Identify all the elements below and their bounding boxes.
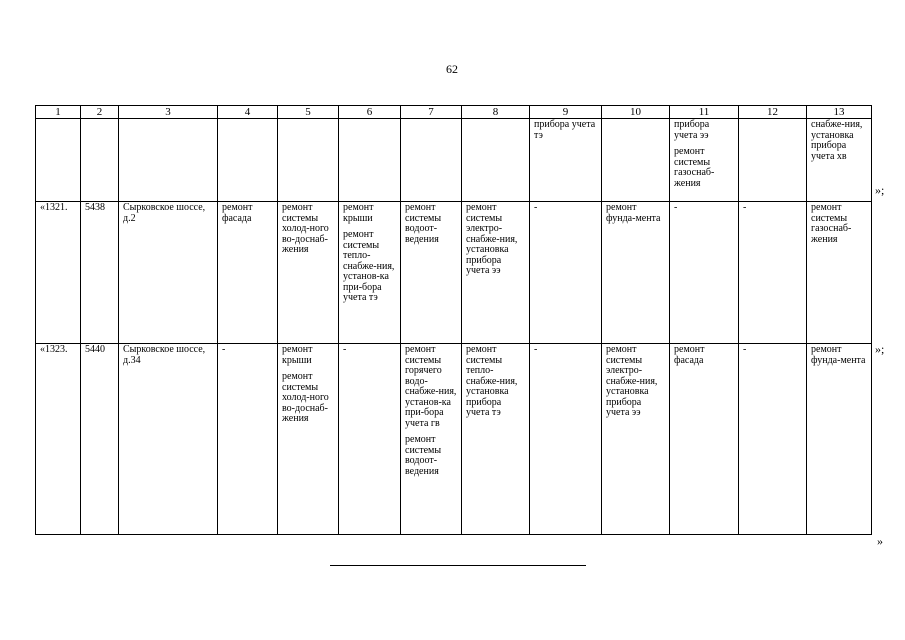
column-header: 8 <box>462 106 530 119</box>
building-code: 5440 <box>81 344 119 535</box>
table-header-row <box>36 106 872 119</box>
column-header: 13 <box>807 106 872 119</box>
table-cell <box>602 344 670 535</box>
cell-text: ремонт фунда-мента <box>606 202 661 224</box>
table-row-continuation <box>36 119 872 202</box>
column-header: 2 <box>81 106 119 119</box>
row-number: «1323. <box>36 344 81 535</box>
cell-text: ремонт системы электро-снабже-ния, установка прибора учета ээ <box>466 202 518 276</box>
cell-text: - <box>534 344 538 355</box>
cell-text: ремонт фасада <box>222 202 253 224</box>
table-cell <box>530 344 602 535</box>
column-header: 3 <box>119 106 218 119</box>
cell-text: прибора учета ээ <box>674 119 710 141</box>
table-cell <box>462 119 530 202</box>
table-cell <box>218 202 278 344</box>
table-cell <box>670 344 739 535</box>
table-cell <box>401 119 462 202</box>
column-header: 4 <box>218 106 278 119</box>
table-cell <box>530 119 602 202</box>
column-header: 7 <box>401 106 462 119</box>
building-code: 5438 <box>81 202 119 344</box>
cell-text: ремонт системы холод-ного во-доснаб-жения <box>282 202 329 255</box>
cell-text: ремонт фасада <box>674 344 705 366</box>
closing-quote-mark: »; <box>875 183 885 197</box>
cell-text: - <box>674 202 678 213</box>
cell-text: ремонт системы горячего водо-снабже-ния, установ-ка при-бора учета гв <box>405 344 457 429</box>
footer-rule <box>330 565 586 566</box>
table-cell <box>401 344 462 535</box>
cell-text: ремонт системы газоснаб-жения <box>674 146 715 189</box>
table-cell <box>339 344 401 535</box>
table-cell <box>807 119 872 202</box>
table-cell <box>739 119 807 202</box>
table-cell <box>339 202 401 344</box>
cell-text: ремонт фунда-мента <box>811 344 866 366</box>
cell-text: прибора учета тэ <box>534 119 596 141</box>
building-address: Сырковское шоссе, д.34 <box>119 344 218 535</box>
table-row <box>36 344 872 535</box>
closing-quote-mark: »; <box>875 342 885 356</box>
cell-text: ремонт системы тепло-снабже-ния, установ-ка при-бора учета тэ <box>343 229 395 303</box>
cell-text: ремонт системы холод-ного во-доснаб-жения <box>282 371 329 424</box>
closing-quote-mark: » <box>877 534 883 548</box>
column-header: 12 <box>739 106 807 119</box>
cell-text: ремонт системы электро-снабже-ния, установка прибора учета ээ <box>606 344 658 418</box>
table-cell <box>36 119 81 202</box>
table-cell <box>530 202 602 344</box>
table-cell <box>218 119 278 202</box>
column-header: 6 <box>339 106 401 119</box>
table-cell <box>739 344 807 535</box>
table-cell <box>339 119 401 202</box>
cell-text: ремонт системы водоот-ведения <box>405 434 442 477</box>
table-cell <box>670 119 739 202</box>
table-cell <box>218 344 278 535</box>
table-cell <box>462 344 530 535</box>
table-cell <box>807 202 872 344</box>
cell-text: ремонт крыши <box>282 344 313 366</box>
cell-text: снабже-ния, установка прибора учета хв <box>811 119 863 162</box>
cell-text: ремонт системы тепло-снабже-ния, установка прибора учета тэ <box>466 344 518 418</box>
table-row <box>36 202 872 344</box>
row-number: «1321. <box>36 202 81 344</box>
table-cell <box>278 119 339 202</box>
cell-text: ремонт системы водоот-ведения <box>405 202 442 245</box>
table-cell <box>278 344 339 535</box>
cell-text: - <box>743 202 747 213</box>
cell-text: ремонт системы газоснаб-жения <box>811 202 852 245</box>
column-header: 5 <box>278 106 339 119</box>
column-header: 1 <box>36 106 81 119</box>
cell-text: ремонт крыши <box>343 202 374 224</box>
column-header: 9 <box>530 106 602 119</box>
table-cell <box>602 202 670 344</box>
page-number: 62 <box>446 62 458 76</box>
table-cell <box>401 202 462 344</box>
cell-text: - <box>534 202 538 213</box>
repair-schedule-table <box>35 105 872 535</box>
table-cell <box>81 119 119 202</box>
table-cell <box>119 119 218 202</box>
cell-text: - <box>222 344 226 355</box>
table-cell <box>602 119 670 202</box>
table-cell <box>670 202 739 344</box>
table-cell <box>739 202 807 344</box>
table-cell <box>278 202 339 344</box>
column-header: 11 <box>670 106 739 119</box>
building-address: Сырковское шоссе, д.2 <box>119 202 218 344</box>
table-cell <box>807 344 872 535</box>
cell-text: - <box>743 344 747 355</box>
table-cell <box>462 202 530 344</box>
column-header: 10 <box>602 106 670 119</box>
cell-text: - <box>343 344 347 355</box>
